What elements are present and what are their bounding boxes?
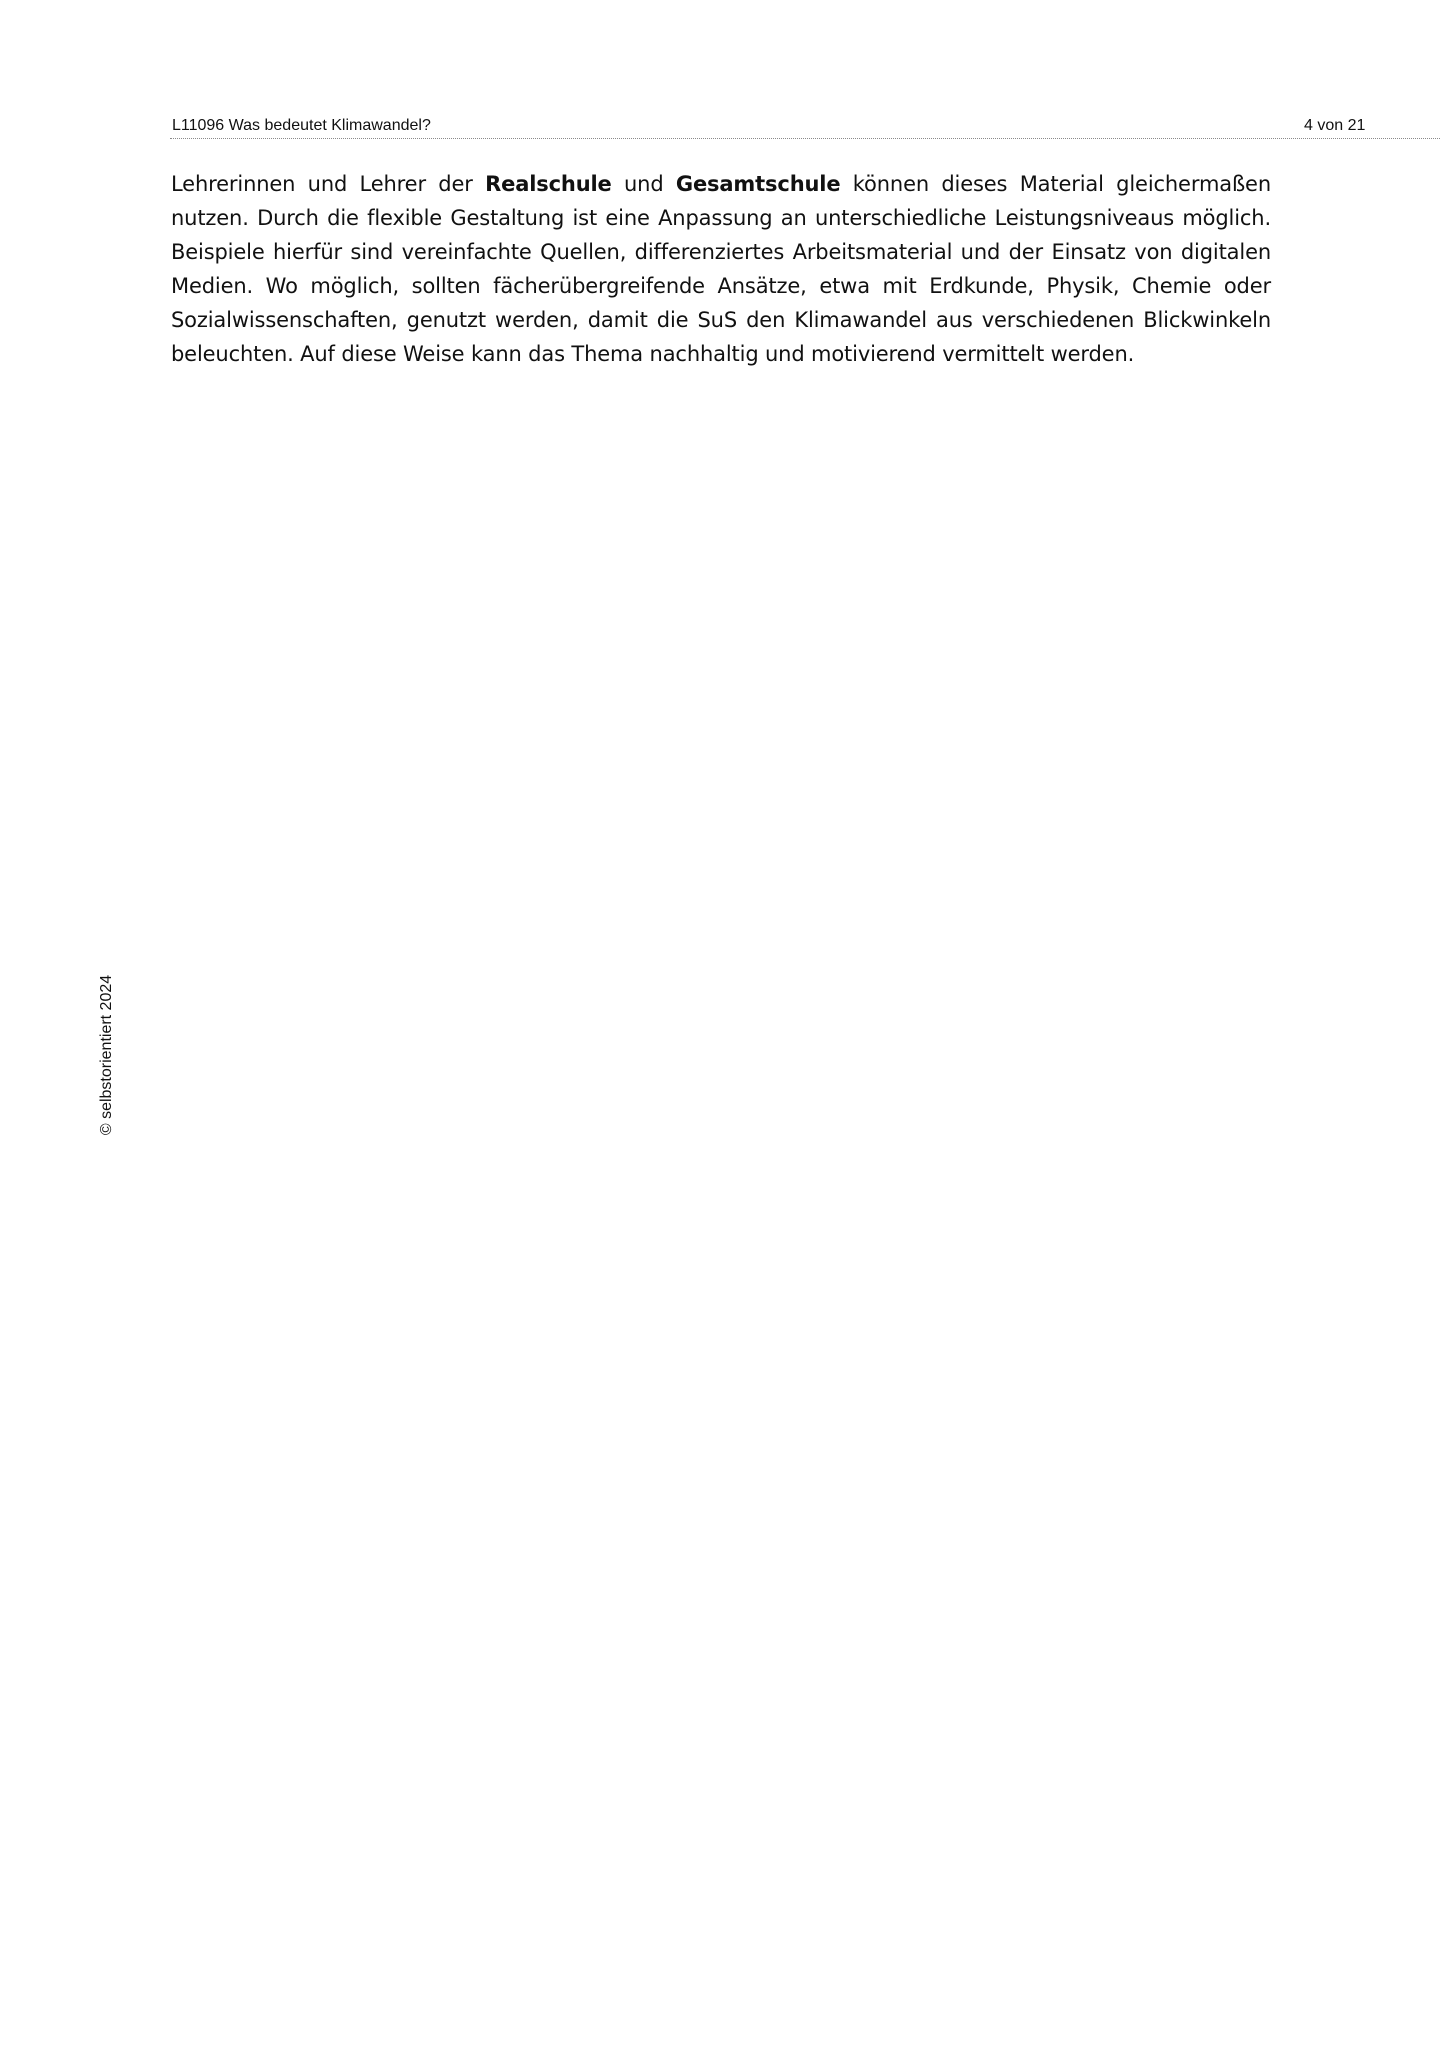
body-paragraph xyxy=(171,167,1271,371)
paragraph-text-2: und xyxy=(611,172,676,196)
page-header xyxy=(170,114,1440,139)
paragraph-bold-gesamtschule: Gesamtschule xyxy=(675,172,841,196)
document-title: L11096 Was bedeutet Klimawandel? xyxy=(172,117,431,134)
paragraph-bold-realschule: Realschule xyxy=(485,172,612,196)
copyright-notice: © selbstorientiert 2024 xyxy=(98,974,115,1136)
paragraph-text-1: Lehrerinnen und Lehrer der xyxy=(171,172,486,196)
page-number: 4 von 21 xyxy=(1304,117,1366,134)
paragraph-text-3: können dieses Material gleichermaßen nutzen. Durch die flexible Gestaltung ist eine Anpassung an unterschiedliche Leistungsniveaus möglich. Beispiele hierfür sind vereinfachte Quellen, differenziertes Arbeitsmaterial und der Einsatz von digitalen Medien. Wo möglich, sollten fächerübergreifende Ansätze, etwa mit Erdkunde, Physik, Chemie oder Sozialwissenschaften, genutzt werden, damit die SuS den Klimawandel aus verschiedenen Blickwinkeln beleuchten. Auf diese Weise kann das Thema nachhaltig und motivierend vermittelt werden. xyxy=(171,172,1271,366)
